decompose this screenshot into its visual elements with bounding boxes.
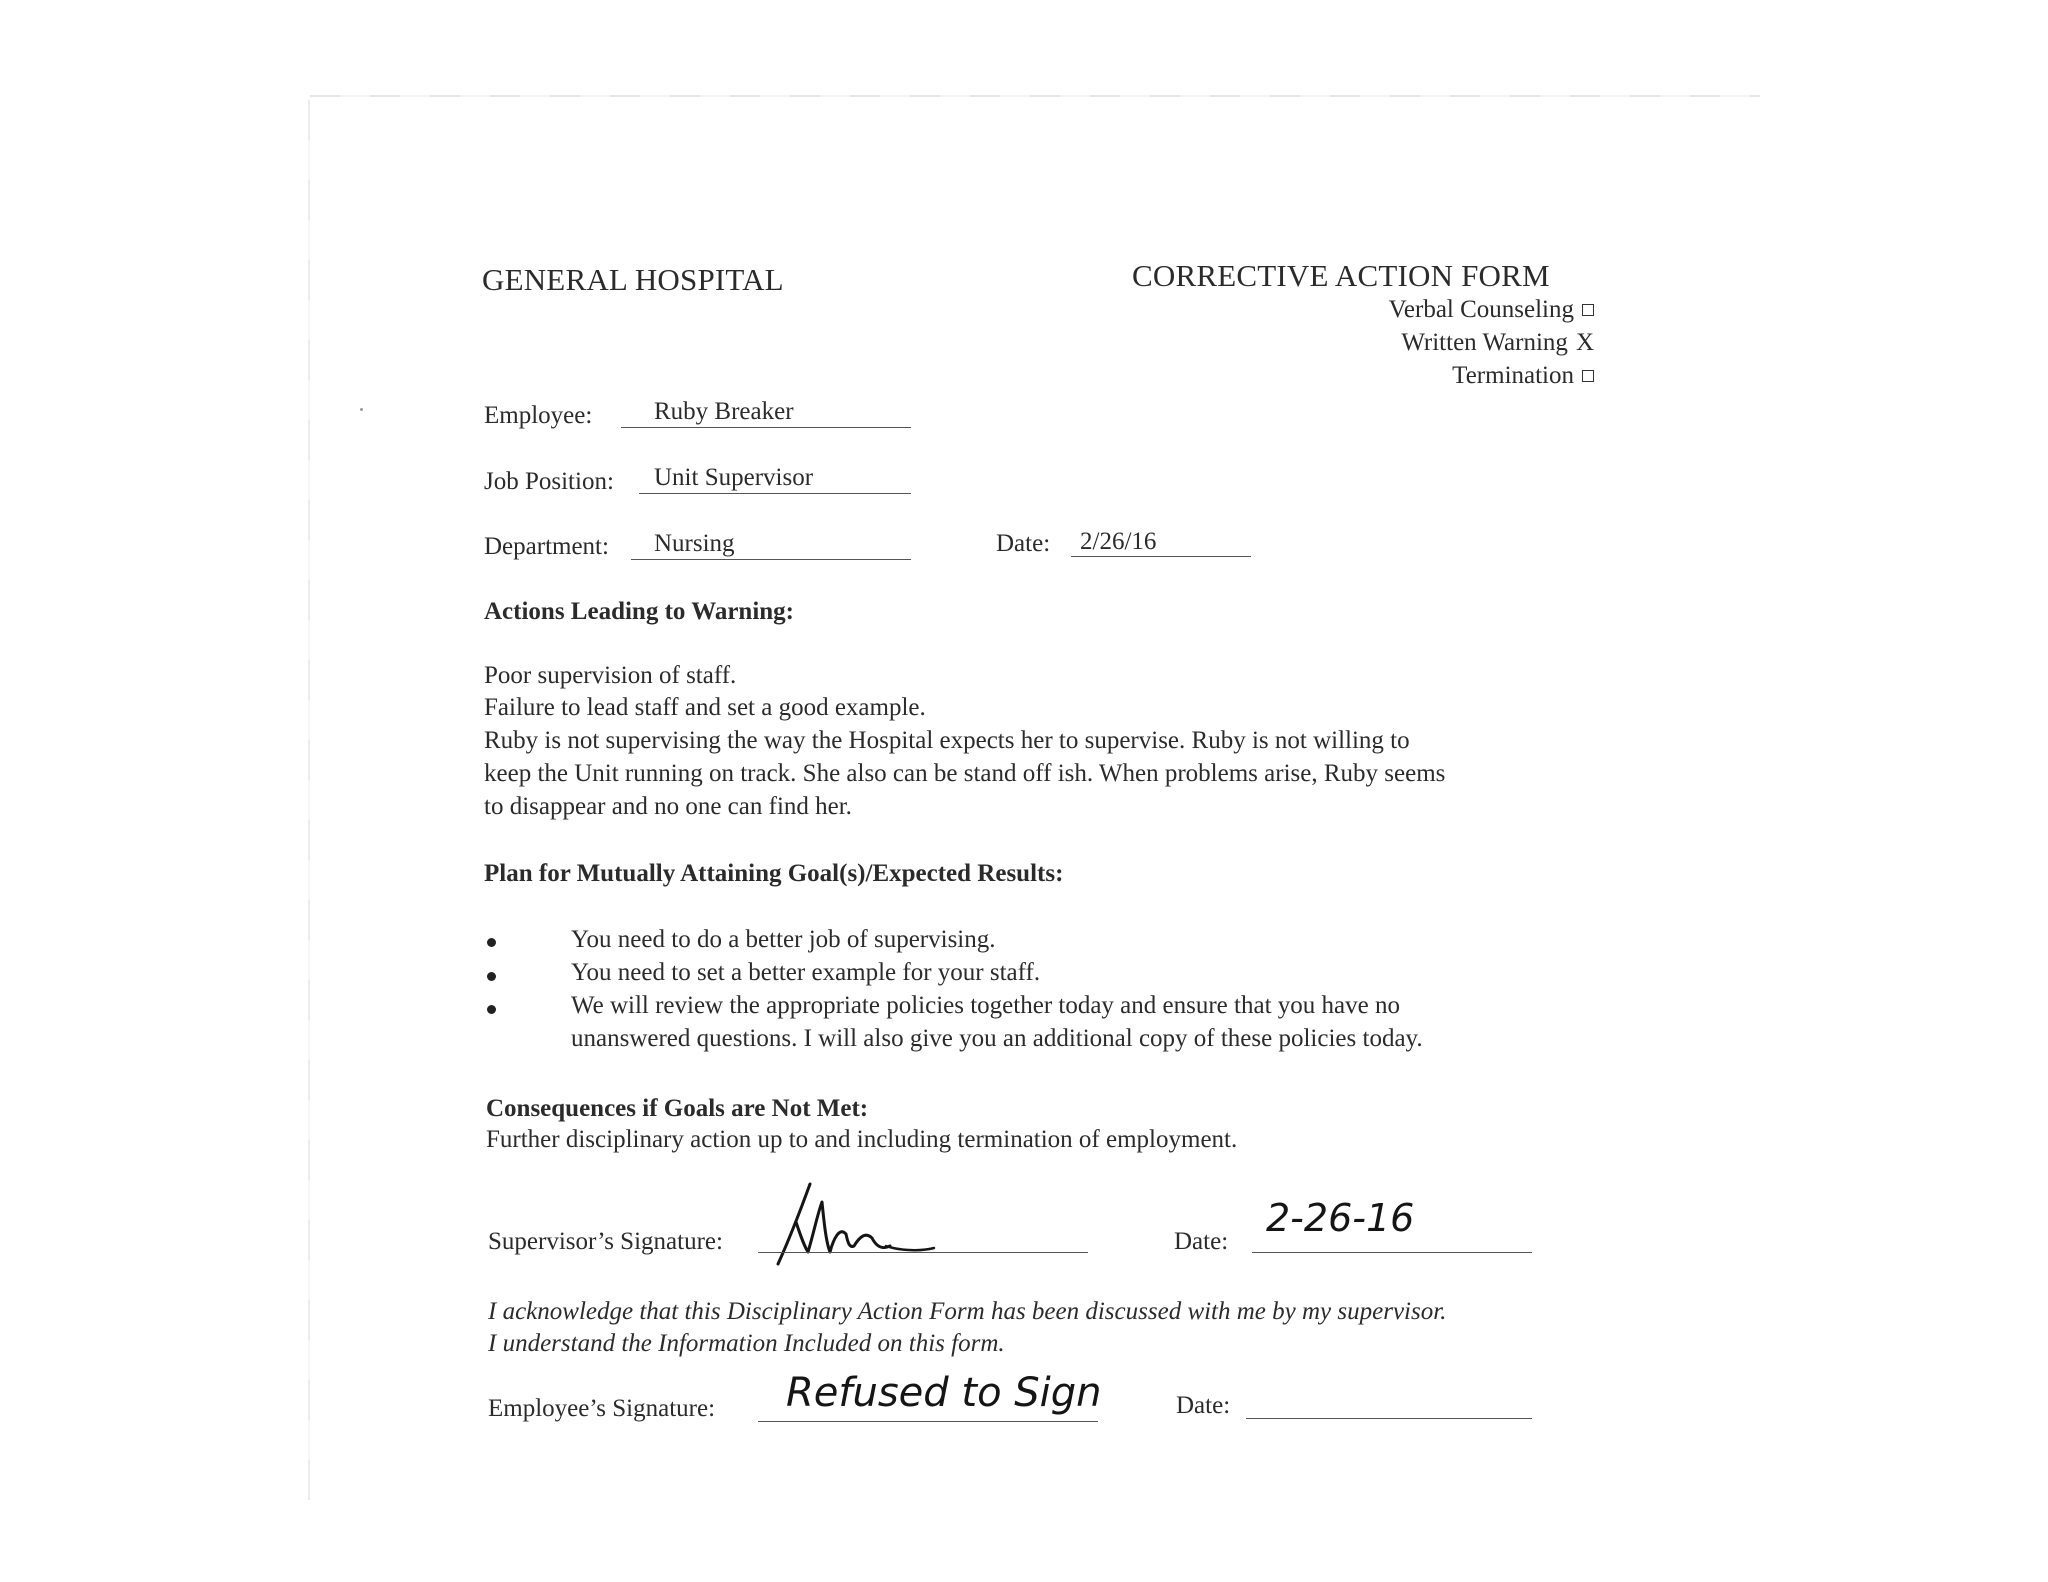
consequences-heading: Consequences if Goals are Not Met: bbox=[486, 1095, 869, 1122]
supervisor-date-underline bbox=[1252, 1252, 1532, 1253]
actions-line: Poor supervision of staff. bbox=[484, 662, 737, 689]
employee-signature-label: Employee’s Signature: bbox=[488, 1395, 716, 1422]
supervisor-signature-label: Supervisor’s Signature: bbox=[488, 1228, 723, 1255]
checkbox-unchecked-icon bbox=[1582, 370, 1594, 382]
checked-mark: X bbox=[1575, 329, 1594, 356]
consequences-text: Further disciplinary action up to and including termination of employment. bbox=[486, 1126, 1238, 1153]
option-verbal-counseling bbox=[1389, 296, 1594, 324]
option-label: Termination bbox=[1452, 362, 1574, 389]
option-label: Verbal Counseling bbox=[1388, 296, 1574, 323]
job-position-value: Unit Supervisor bbox=[654, 464, 814, 491]
employee-signature-underline bbox=[758, 1421, 1098, 1422]
date-value: 2/26/16 bbox=[1080, 528, 1157, 555]
scan-edge-left bbox=[308, 100, 310, 1500]
actions-line: Failure to lead staff and set a good example. bbox=[484, 694, 926, 721]
plan-bullet-text: We will review the appropriate policies together today and ensure that you have no bbox=[571, 992, 1400, 1019]
plan-bullet-text: unanswered questions. I will also give you an additional copy of these policies today. bbox=[571, 1025, 1423, 1052]
scan-speck bbox=[360, 408, 363, 411]
bullet-icon bbox=[487, 972, 496, 981]
department-label: Department: bbox=[484, 533, 609, 560]
actions-heading: Actions Leading to Warning: bbox=[484, 598, 794, 625]
supervisor-signature-icon bbox=[758, 1172, 958, 1272]
option-label: Written Warning bbox=[1401, 329, 1568, 356]
employee-date-label: Date: bbox=[1176, 1392, 1231, 1419]
job-position-underline bbox=[639, 493, 911, 494]
employee-value: Ruby Breaker bbox=[654, 398, 794, 425]
checkbox-unchecked-icon bbox=[1582, 304, 1594, 316]
date-underline bbox=[1071, 556, 1251, 557]
job-position-label: Job Position: bbox=[484, 468, 614, 495]
bullet-icon bbox=[487, 1005, 496, 1014]
department-underline bbox=[631, 559, 911, 560]
plan-bullet-text: You need to do a better job of supervising. bbox=[571, 926, 996, 953]
date-label: Date: bbox=[996, 530, 1051, 557]
actions-line: Ruby is not supervising the way the Hospital expects her to supervise. Ruby is not willing to bbox=[484, 727, 1410, 754]
option-termination bbox=[1452, 362, 1594, 390]
acknowledge-line: I acknowledge that this Disciplinary Action Form has been discussed with me by my supervisor. bbox=[488, 1298, 1447, 1325]
acknowledge-line: I understand the Information Included on this form. bbox=[488, 1330, 1005, 1357]
supervisor-date-label: Date: bbox=[1174, 1228, 1229, 1255]
supervisor-date-handwritten: 2-26-16 bbox=[1266, 1196, 1415, 1240]
option-written-warning bbox=[1401, 329, 1594, 357]
form-title: CORRECTIVE ACTION FORM bbox=[1132, 258, 1550, 293]
hospital-name: GENERAL HOSPITAL bbox=[482, 262, 784, 297]
actions-line: keep the Unit running on track. She also can be stand off ish. When problems arise, Ruby seems bbox=[484, 760, 1446, 787]
actions-line: to disappear and no one can find her. bbox=[484, 793, 852, 820]
department-value: Nursing bbox=[654, 530, 735, 557]
plan-bullet-text: You need to set a better example for your staff. bbox=[571, 959, 1041, 986]
supervisor-signature-underline bbox=[758, 1252, 1088, 1253]
employee-signature-handwritten: Refused to Sign bbox=[786, 1370, 1102, 1416]
employee-date-underline bbox=[1246, 1418, 1532, 1419]
plan-heading: Plan for Mutually Attaining Goal(s)/Expected Results: bbox=[484, 860, 1064, 887]
scan-edge-top bbox=[310, 95, 1760, 97]
bullet-icon bbox=[487, 938, 496, 947]
employee-label: Employee: bbox=[484, 402, 593, 429]
employee-underline bbox=[621, 427, 911, 428]
